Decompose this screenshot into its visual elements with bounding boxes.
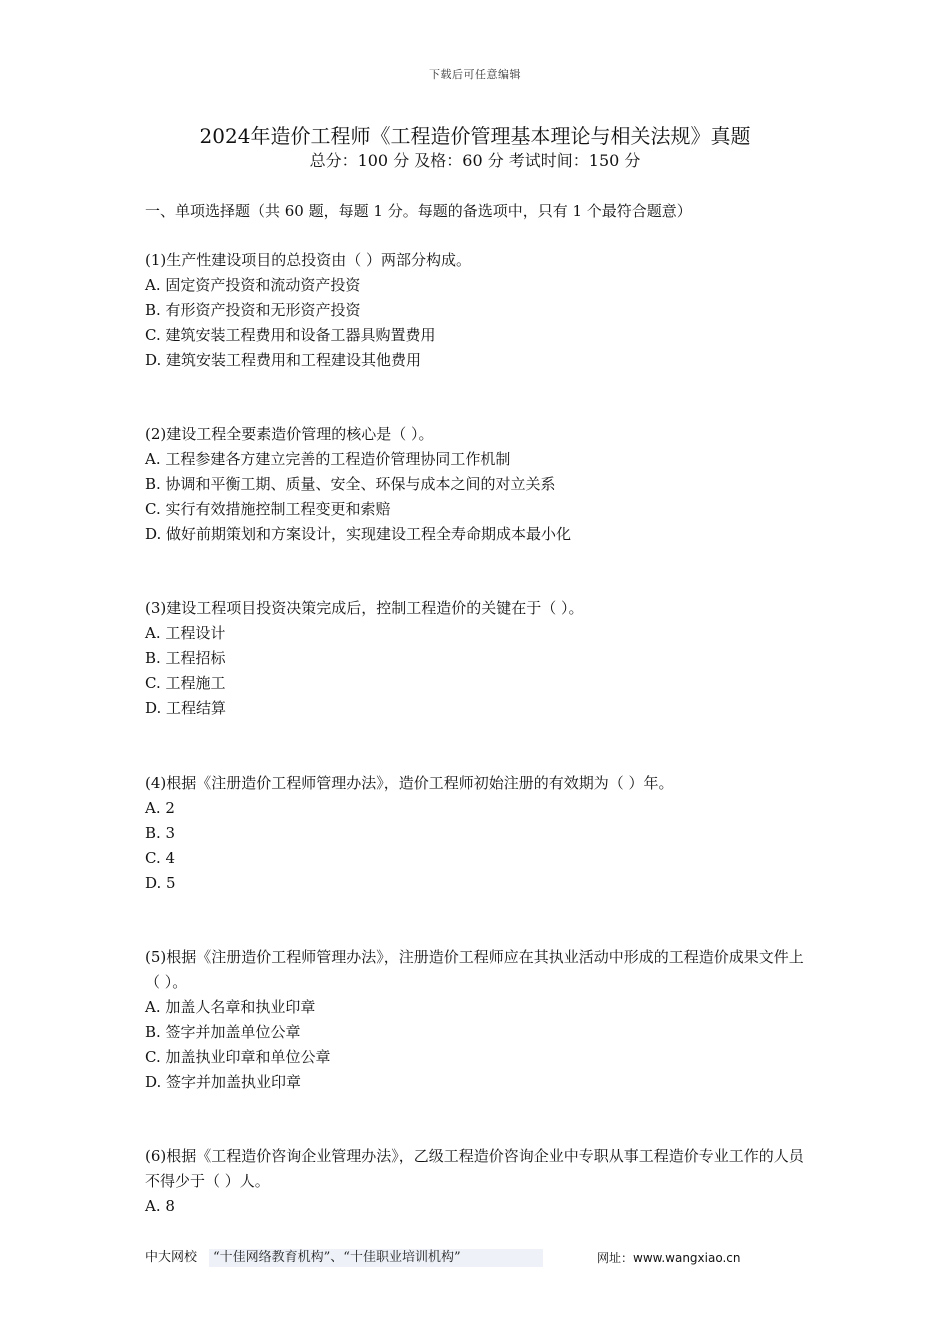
option-b: B. 签字并加盖单位公章 xyxy=(145,1023,301,1041)
option-d: D. 做好前期策划和方案设计，实现建设工程全寿命期成本最小化 xyxy=(145,525,572,543)
section-heading: 一、单项选择题（共 60 题，每题 1 分。每题的备选项中，只有 1 个最符合题意） xyxy=(145,202,692,220)
option-c: C. 实行有效措施控制工程变更和索赔 xyxy=(145,500,391,518)
option-c: C. 加盖执业印章和单位公章 xyxy=(145,1048,331,1066)
option-d: D. 工程结算 xyxy=(145,699,227,717)
page-title: 2024年造价工程师《工程造价管理基本理论与相关法规》真题 xyxy=(199,124,751,148)
question-6 xyxy=(145,1144,815,1219)
question-4 xyxy=(145,771,815,896)
footer-website-link[interactable]: 网址：www.wangxiao.cn xyxy=(597,1251,741,1265)
option-b: B. 工程招标 xyxy=(145,649,226,667)
question-stem: (6)根据《工程造价咨询企业管理办法》，乙级工程造价咨询企业中专职从事工程造价专业工作的人员不得少于（ ）人。 xyxy=(145,1147,804,1190)
option-b: B. 协调和平衡工期、质量、安全、环保与成本之间的对立关系 xyxy=(145,475,556,493)
option-d: D. 建筑安装工程费用和工程建设其他费用 xyxy=(145,351,422,369)
header-note: 下载后可任意编辑 xyxy=(429,68,521,81)
question-1 xyxy=(145,248,815,373)
option-a: A. 2 xyxy=(145,799,175,817)
option-b: B. 有形资产投资和无形资产投资 xyxy=(145,301,361,319)
option-c: C. 工程施工 xyxy=(145,674,226,692)
exam-info: 总分：100 分 及格：60 分 考试时间：150 分 xyxy=(309,151,641,170)
option-a: A. 工程设计 xyxy=(145,624,226,642)
question-3 xyxy=(145,596,815,721)
option-b: B. 3 xyxy=(145,824,176,842)
footer-brand: 中大网校 xyxy=(145,1250,198,1265)
option-d: D. 签字并加盖执业印章 xyxy=(145,1073,302,1091)
option-d: D. 5 xyxy=(145,874,176,892)
question-stem: (2)建设工程全要素造价管理的核心是（ ）。 xyxy=(145,425,434,443)
question-stem: (3)建设工程项目投资决策完成后，控制工程造价的关键在于（ ）。 xyxy=(145,599,584,617)
question-2 xyxy=(145,422,815,547)
option-a: A. 工程参建各方建立完善的工程造价管理协同工作机制 xyxy=(145,450,511,468)
option-a: A. 加盖人名章和执业印章 xyxy=(145,998,316,1016)
question-stem: (4)根据《注册造价工程师管理办法》，造价工程师初始注册的有效期为（ ）年。 xyxy=(145,774,674,792)
question-stem: (5)根据《注册造价工程师管理办法》，注册造价工程师应在其执业活动中形成的工程造价成果文件上（ ）。 xyxy=(145,948,804,991)
option-c: C. 建筑安装工程费用和设备工器具购置费用 xyxy=(145,326,436,344)
question-stem: (1)生产性建设项目的总投资由（ ）两部分构成。 xyxy=(145,251,472,269)
footer-slogan: “十佳网络教育机构”、“十佳职业培训机构” xyxy=(209,1249,543,1267)
option-c: C. 4 xyxy=(145,849,176,867)
option-a: A. 固定资产投资和流动资产投资 xyxy=(145,276,361,294)
option-a: A. 8 xyxy=(145,1197,175,1215)
question-5 xyxy=(145,945,815,1095)
page-footer xyxy=(145,1249,805,1267)
